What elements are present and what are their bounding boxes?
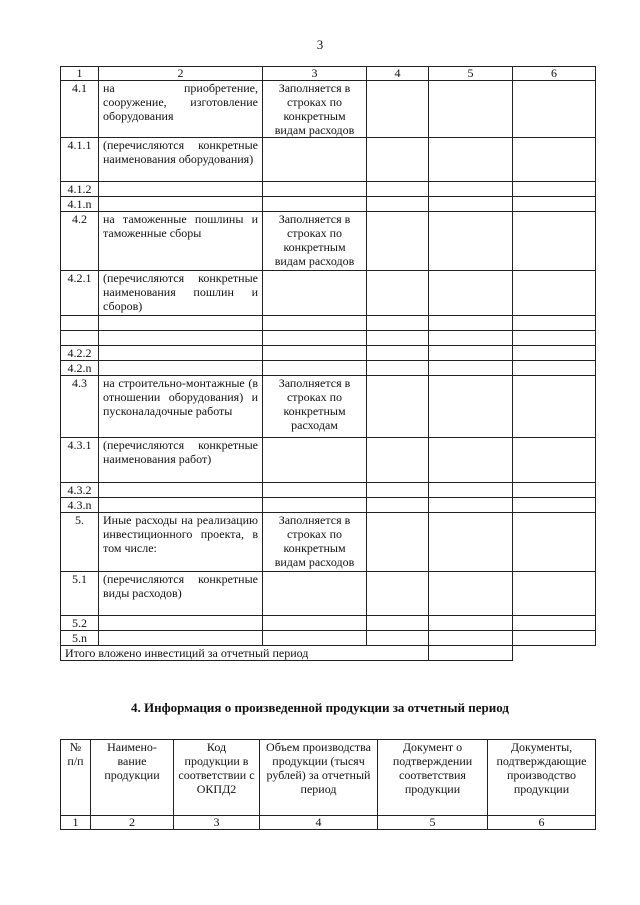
row-note	[263, 631, 367, 646]
empty-cell	[367, 631, 429, 646]
empty-cell	[367, 81, 429, 138]
empty-cell	[367, 483, 429, 498]
header-cell: Наимено-вание продукции	[91, 740, 174, 816]
row-number: 4.2.2	[61, 346, 99, 361]
empty-cell	[513, 182, 596, 197]
row-note	[263, 138, 367, 182]
row-number: 4.3.2	[61, 483, 99, 498]
table-row	[61, 631, 596, 646]
empty-cell	[429, 438, 513, 483]
empty-cell	[513, 616, 596, 631]
row-name	[99, 346, 263, 361]
empty-cell	[367, 498, 429, 513]
row-number: 4.2	[61, 212, 99, 271]
empty-cell	[429, 376, 513, 438]
column-number: 6	[488, 816, 596, 830]
production-table	[60, 739, 596, 830]
header-cell: 5	[429, 67, 513, 81]
header-cell: 6	[513, 67, 596, 81]
empty-cell	[429, 182, 513, 197]
empty-cell	[367, 316, 429, 331]
row-note: Заполняется в строках по конкретным расходам	[263, 376, 367, 438]
empty-cell	[429, 513, 513, 572]
column-number: 4	[260, 816, 378, 830]
row-number: 5.n	[61, 631, 99, 646]
table-row	[61, 212, 596, 271]
row-number: 4.1	[61, 81, 99, 138]
row-note	[263, 346, 367, 361]
header-cell: № п/п	[61, 740, 91, 816]
row-name	[99, 631, 263, 646]
row-number: 4.1.2	[61, 182, 99, 197]
row-note	[263, 331, 367, 346]
empty-cell	[429, 361, 513, 376]
table-header-row	[61, 67, 596, 81]
empty-cell	[513, 331, 596, 346]
row-note: Заполняется в строках по конкретным видам расходов	[263, 212, 367, 271]
table-row	[61, 498, 596, 513]
empty-cell	[513, 498, 596, 513]
total-value-cell	[429, 646, 513, 661]
empty-cell	[513, 138, 596, 182]
table-row	[61, 361, 596, 376]
table-row	[61, 271, 596, 316]
row-number: 5.1	[61, 572, 99, 616]
row-number	[61, 316, 99, 331]
row-name	[99, 616, 263, 631]
column-number: 3	[174, 816, 260, 830]
table-row	[61, 483, 596, 498]
column-number: 2	[91, 816, 174, 830]
empty-cell	[367, 331, 429, 346]
row-name	[99, 483, 263, 498]
empty-cell	[429, 138, 513, 182]
row-note	[263, 438, 367, 483]
row-note	[263, 316, 367, 331]
header-cell: Код продукции в соответствии с ОКПД2	[174, 740, 260, 816]
row-number	[61, 331, 99, 346]
empty-cell	[429, 197, 513, 212]
empty-cell	[513, 376, 596, 438]
empty-cell	[367, 616, 429, 631]
row-note	[263, 182, 367, 197]
header-cell: Документы, подтверждающие производство продукции	[488, 740, 596, 816]
row-name	[99, 182, 263, 197]
empty-cell	[367, 438, 429, 483]
total-row	[61, 646, 596, 661]
row-note: Заполняется в строках по конкретным видам расходов	[263, 81, 367, 138]
empty-cell	[367, 346, 429, 361]
row-note	[263, 498, 367, 513]
empty-cell	[513, 572, 596, 616]
empty-cell	[429, 212, 513, 271]
header-cell: 3	[263, 67, 367, 81]
empty-cell	[429, 483, 513, 498]
empty-cell	[429, 271, 513, 316]
row-name: (перечисляются конкретные наименования оборудования)	[99, 138, 263, 182]
empty-cell	[513, 197, 596, 212]
empty-cell	[429, 316, 513, 331]
row-number: 4.3.1	[61, 438, 99, 483]
investment-table	[60, 66, 596, 661]
row-number: 5.	[61, 513, 99, 572]
empty-cell	[367, 572, 429, 616]
row-name: (перечисляются конкретные наименования пошлин и сборов)	[99, 271, 263, 316]
empty-cell	[513, 361, 596, 376]
table-row	[61, 331, 596, 346]
row-note	[263, 483, 367, 498]
table-header-row	[61, 740, 596, 816]
table-row	[61, 376, 596, 438]
row-note	[263, 271, 367, 316]
empty-cell	[513, 646, 596, 661]
empty-cell	[513, 513, 596, 572]
empty-cell	[429, 572, 513, 616]
header-cell: Объем производства продукции (тысяч рублей) за отчетный период	[260, 740, 378, 816]
empty-cell	[367, 197, 429, 212]
empty-cell	[513, 212, 596, 271]
table-row	[61, 438, 596, 483]
empty-cell	[513, 631, 596, 646]
row-note	[263, 361, 367, 376]
row-note	[263, 197, 367, 212]
empty-cell	[367, 513, 429, 572]
section-title: 4. Информация о произведенной продукции за отчетный период	[131, 700, 509, 715]
row-name: на строительно-монтажные (в отношении оборудования) и пусконаладочные работы	[99, 376, 263, 438]
header-cell: 4	[367, 67, 429, 81]
row-number: 4.1.1	[61, 138, 99, 182]
table-row	[61, 346, 596, 361]
page-number: 3	[316, 37, 324, 52]
empty-cell	[367, 138, 429, 182]
row-name	[99, 361, 263, 376]
row-number: 4.1.n	[61, 197, 99, 212]
empty-cell	[429, 81, 513, 138]
table-row	[61, 316, 596, 331]
table-row	[61, 182, 596, 197]
row-name: (перечисляются конкретные наименования работ)	[99, 438, 263, 483]
empty-cell	[513, 271, 596, 316]
empty-cell	[513, 346, 596, 361]
empty-cell	[513, 316, 596, 331]
column-number-row	[61, 816, 596, 830]
table-row	[61, 616, 596, 631]
table-row	[61, 81, 596, 138]
table-row	[61, 513, 596, 572]
empty-cell	[367, 271, 429, 316]
row-name	[99, 197, 263, 212]
row-name	[99, 316, 263, 331]
row-note	[263, 616, 367, 631]
row-note: Заполняется в строках по конкретным видам расходов	[263, 513, 367, 572]
empty-cell	[513, 483, 596, 498]
row-number: 4.3	[61, 376, 99, 438]
row-number: 5.2	[61, 616, 99, 631]
empty-cell	[513, 438, 596, 483]
empty-cell	[513, 81, 596, 138]
row-name: на приобретение, сооружение, изготовление оборудования	[99, 81, 263, 138]
table-row	[61, 197, 596, 212]
empty-cell	[429, 331, 513, 346]
row-name	[99, 498, 263, 513]
header-cell: Документ о подтверждении соответствия продукции	[378, 740, 488, 816]
row-number: 4.3.n	[61, 498, 99, 513]
empty-cell	[367, 376, 429, 438]
row-name: Иные расходы на реализацию инвестиционного проекта, в том числе:	[99, 513, 263, 572]
empty-cell	[429, 346, 513, 361]
empty-cell	[367, 361, 429, 376]
total-label: Итого вложено инвестиций за отчетный период	[61, 646, 429, 661]
column-number: 1	[61, 816, 91, 830]
column-number: 5	[378, 816, 488, 830]
empty-cell	[429, 616, 513, 631]
empty-cell	[367, 182, 429, 197]
empty-cell	[429, 498, 513, 513]
table-row	[61, 572, 596, 616]
row-name	[99, 331, 263, 346]
empty-cell	[429, 631, 513, 646]
row-number: 4.2.n	[61, 361, 99, 376]
empty-cell	[367, 212, 429, 271]
row-name: на таможенные пошлины и таможенные сборы	[99, 212, 263, 271]
row-note	[263, 572, 367, 616]
row-name: (перечисляются конкретные виды расходов)	[99, 572, 263, 616]
table-row	[61, 138, 596, 182]
header-cell: 1	[61, 67, 99, 81]
header-cell: 2	[99, 67, 263, 81]
row-number: 4.2.1	[61, 271, 99, 316]
